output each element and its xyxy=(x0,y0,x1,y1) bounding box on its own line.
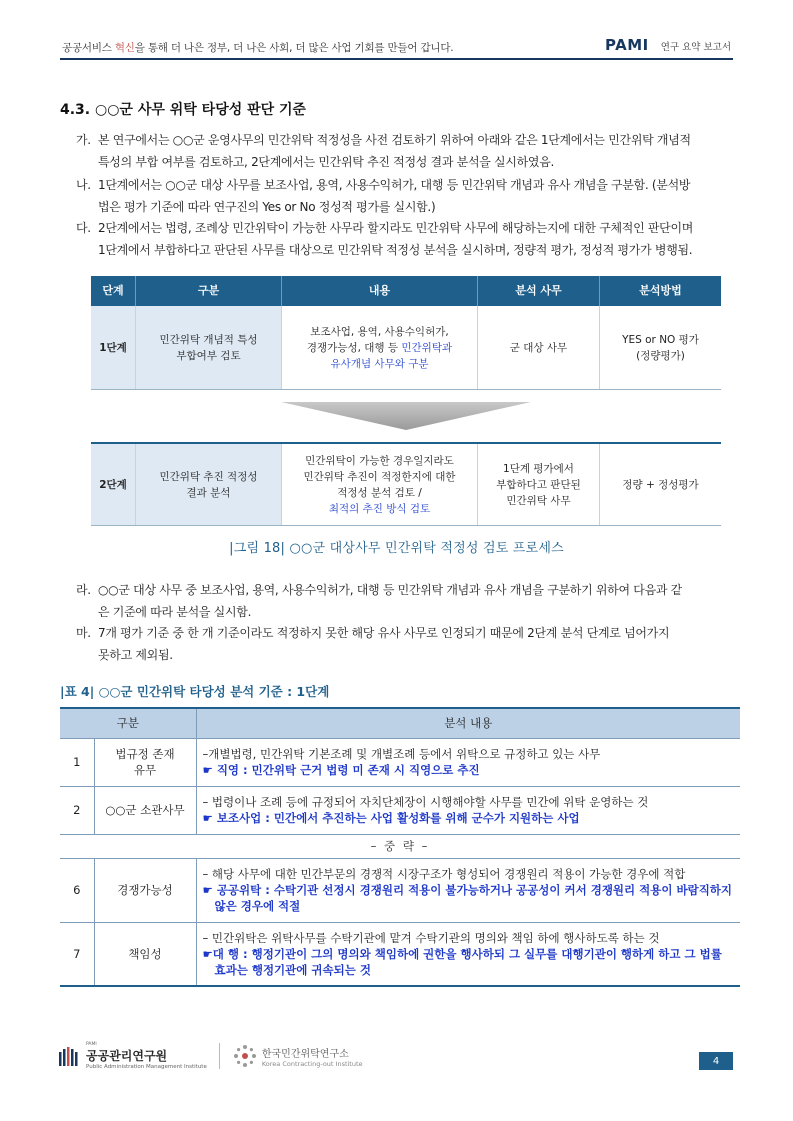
row-category: 경쟁가능성 xyxy=(94,858,196,922)
stage2-step: 2단계 xyxy=(91,444,135,525)
table-row xyxy=(60,858,740,922)
paragraph-ma xyxy=(76,623,736,666)
kci-logo-name: 한국민간위탁연구소 xyxy=(261,1048,349,1060)
figure-caption: |그림 18| ○○군 대상사무 민간위탁 적정성 검토 프로세스 xyxy=(229,541,564,556)
paragraph-label: 라. xyxy=(76,583,91,597)
row-category xyxy=(94,738,196,786)
diagram-header-row xyxy=(91,276,721,306)
table-row xyxy=(60,786,740,834)
row-number: 1 xyxy=(60,738,94,786)
diagram-header-target: 분석 사무 xyxy=(477,276,599,306)
tagline-text-rest: 을 통해 더 나은 정부, 더 나은 사회, 더 많은 사업 기회를 만들어 갑니다. xyxy=(134,42,454,54)
stage-arrow xyxy=(91,390,721,442)
row-category: 책임성 xyxy=(94,922,196,986)
pami-logo-icon xyxy=(58,1044,82,1068)
stage2-content-line: 민간위탁이 가능한 경우일지라도 xyxy=(305,454,454,467)
table-header-row xyxy=(60,708,740,738)
pami-logo-name: 공공관리연구원 xyxy=(86,1049,168,1063)
row-desc-text: – 해당 사무에 대한 민간부문의 경쟁적 시장구조가 형성되어 경쟁원리 적용이 가능한 경우에 적합 xyxy=(202,867,686,881)
diagram-header-step: 단계 xyxy=(91,276,135,306)
paragraph-line: 2단계에서는 법령, 조례상 민간위탁이 가능한 사무라 할지라도 민간위탁 사무에 해당하는지에 대한 구체적인 판단이며 xyxy=(98,221,694,235)
kci-logo xyxy=(232,1043,363,1069)
stage1-content-line: 보조사업, 용역, 사용수익허가, xyxy=(310,325,449,338)
paragraph-label: 다. xyxy=(76,221,91,235)
row-number: 7 xyxy=(60,922,94,986)
header-brand-area xyxy=(605,36,731,54)
diagram-header-content: 내용 xyxy=(281,276,477,306)
stage2-category xyxy=(135,444,281,525)
paragraph-line: 본 연구에서는 ○○군 운영사무의 민간위탁 적정성을 사전 검토하기 위하여 아래와 같은 1단계에서는 민간위탁 개념적 xyxy=(98,133,691,147)
stage1-content xyxy=(281,306,477,389)
table-row xyxy=(60,738,740,786)
process-diagram xyxy=(91,276,721,526)
table-ellipsis: – 중 략 – xyxy=(60,834,740,858)
row-number: 2 xyxy=(60,786,94,834)
table-row xyxy=(60,922,740,986)
row-desc-text: – 민간위탁은 위탁사무를 수탁기관에 맡겨 수탁기관의 명의와 책임 하에 행사하도록 하는 것 xyxy=(202,930,660,945)
diagram-header-method: 분석방법 xyxy=(599,276,721,306)
stage2-content-highlight: 최적의 추진 방식 검토 xyxy=(328,502,431,515)
row-description xyxy=(196,858,740,922)
stage1-content-line: 경쟁가능성, 대행 등 xyxy=(306,341,402,354)
paragraph-label: 마. xyxy=(76,626,91,640)
row-description xyxy=(196,786,740,834)
paragraph-na xyxy=(76,175,736,218)
table-title: |표 4| ○○군 민간위탁 타당성 분석 기준 : 1단계 xyxy=(60,684,330,699)
header-tagline xyxy=(62,40,453,55)
row-note-text: ☛ 직영 : 민간위탁 근거 법령 미 존재 시 직영으로 추진 xyxy=(202,763,480,777)
pami-logo-sub: Public Administration Management Institute xyxy=(86,1064,207,1070)
row-note-text: ☛ 보조사업 : 민간에서 추진하는 사업 활성화를 위해 군수가 지원하는 사업 xyxy=(202,811,580,825)
footer-logos xyxy=(58,1042,363,1070)
stage1-category-line: 부합여부 검토 xyxy=(176,349,241,362)
table-header-content: 분석 내용 xyxy=(196,708,740,738)
stage2-method: 정량 + 정성평가 xyxy=(599,444,721,525)
paragraph-line: 특성의 부합 여부를 검토하고, 2단계에서는 민간위탁 추진 적정성 결과 분석을 실시하였음. xyxy=(98,154,555,169)
pami-logo xyxy=(58,1042,207,1070)
kci-logo-sub: Korea Contracting-out Institute xyxy=(261,1059,363,1068)
stage1-step: 1단계 xyxy=(91,306,135,389)
row-note-text: ☛ 공공위탁 : 수탁기관 선정시 경쟁원리 적용이 불가능하거나 공공성이 커서 경쟁원리 적용이 바람직하지 않은 경우에 적절 xyxy=(202,883,733,913)
row-description xyxy=(196,738,740,786)
row-note-text: ☛대 행 : 행정기관이 그의 명의와 책임하에 권한을 행사하되 그 실무를 대행기관이 행하게 하고 그 법률 효과는 행정기관에 귀속되는 것 xyxy=(202,946,722,977)
stage2-target-line: 민간위탁 사무 xyxy=(506,494,571,507)
page-header xyxy=(60,36,733,60)
stage2-category-line: 결과 분석 xyxy=(186,486,231,499)
stage2-target-line: 1단계 평가에서 xyxy=(503,462,574,475)
row-number: 6 xyxy=(60,858,94,922)
row-description xyxy=(196,922,740,986)
page-number: 4 xyxy=(699,1052,733,1070)
row-category-line: 유무 xyxy=(133,763,157,777)
stage1-content-highlight: 민간위탁과 xyxy=(401,341,453,354)
footer-divider xyxy=(219,1043,220,1069)
pami-logo-small: PAMI xyxy=(86,1042,97,1047)
diagram-header-category: 구분 xyxy=(135,276,281,306)
stage1-method-line: YES or NO 평가 xyxy=(622,333,699,346)
stage2-target-line: 부합하다고 판단된 xyxy=(496,478,581,491)
stage1-method-line: (정량평가) xyxy=(636,349,685,362)
report-type: 연구 요약 보고서 xyxy=(660,42,731,53)
row-desc-text: – 법령이나 조례 등에 규정되어 자치단체장이 시행해야할 사무를 민간에 위탁 운영하는 것 xyxy=(202,795,649,809)
paragraph-line: 은 기준에 따라 분석을 실시함. xyxy=(98,604,252,619)
diagram-stage1-row xyxy=(91,306,721,390)
kci-logo-icon xyxy=(232,1043,258,1069)
table-header-category: 구분 xyxy=(60,708,196,738)
row-category-line: 법규정 존재 xyxy=(115,747,175,761)
stage1-content-highlight: 유사개념 사무와 구분 xyxy=(330,357,429,370)
stage1-method xyxy=(599,306,721,389)
paragraph-ra xyxy=(76,580,736,623)
table-ellipsis-row xyxy=(60,834,740,858)
paragraph-line: 법은 평가 기준에 따라 연구진의 Yes or No 정성적 평가를 실시함.) xyxy=(98,199,436,214)
stage2-target xyxy=(477,444,599,525)
stage2-content-line: 민간위탁 추진이 적정한지에 대한 xyxy=(303,470,456,483)
stage2-content xyxy=(281,444,477,525)
stage2-content-line: 적정성 분석 검토 / xyxy=(337,486,422,499)
stage1-target: 군 대상 사무 xyxy=(477,306,599,389)
chevron-down-icon xyxy=(91,390,721,442)
paragraph-line: 7개 평가 기준 중 한 개 기준이라도 적정하지 못한 해당 유사 사무로 인정되기 때문에 2단계 분석 단계로 넘어가지 xyxy=(98,626,670,640)
stage1-category xyxy=(135,306,281,389)
diagram-stage2-row xyxy=(91,442,721,526)
paragraph-line: 1단계에서 부합하다고 판단된 사무를 대상으로 민간위탁 적정성 분석을 실시하며, 정량적 평가, 정성적 평가가 병행됨. xyxy=(98,242,693,257)
tagline-text: 공공서비스 xyxy=(62,42,115,54)
paragraph-ga xyxy=(76,130,736,173)
section-title: 4.3. ○○군 사무 위탁 타당성 판단 기준 xyxy=(60,102,307,118)
criteria-table xyxy=(60,707,740,987)
row-desc-text: –개별법령, 민간위탁 기본조례 및 개별조례 등에서 위탁으로 규정하고 있는 사무 xyxy=(202,747,601,761)
paragraph-label: 가. xyxy=(76,133,91,147)
tagline-highlight: 혁신 xyxy=(114,42,135,54)
row-category: ○○군 소관사무 xyxy=(94,786,196,834)
brand-name: PAMI xyxy=(604,36,649,54)
stage2-category-line: 민간위탁 추진 적정성 xyxy=(159,470,258,483)
paragraph-line: 1단계에서는 ○○군 대상 사무를 보조사업, 용역, 사용수익허가, 대행 등 민간위탁 개념과 유사 개념을 구분함. (분석방 xyxy=(98,178,691,192)
paragraph-da xyxy=(76,218,736,261)
stage1-category-line: 민간위탁 개념적 특성 xyxy=(159,333,258,346)
paragraph-line: ○○군 대상 사무 중 보조사업, 용역, 사용수익허가, 대행 등 민간위탁 개념과 유사 개념을 구분하기 위하여 다음과 같 xyxy=(98,583,682,597)
paragraph-label: 나. xyxy=(76,178,91,192)
paragraph-line: 못하고 제외됨. xyxy=(98,647,173,662)
